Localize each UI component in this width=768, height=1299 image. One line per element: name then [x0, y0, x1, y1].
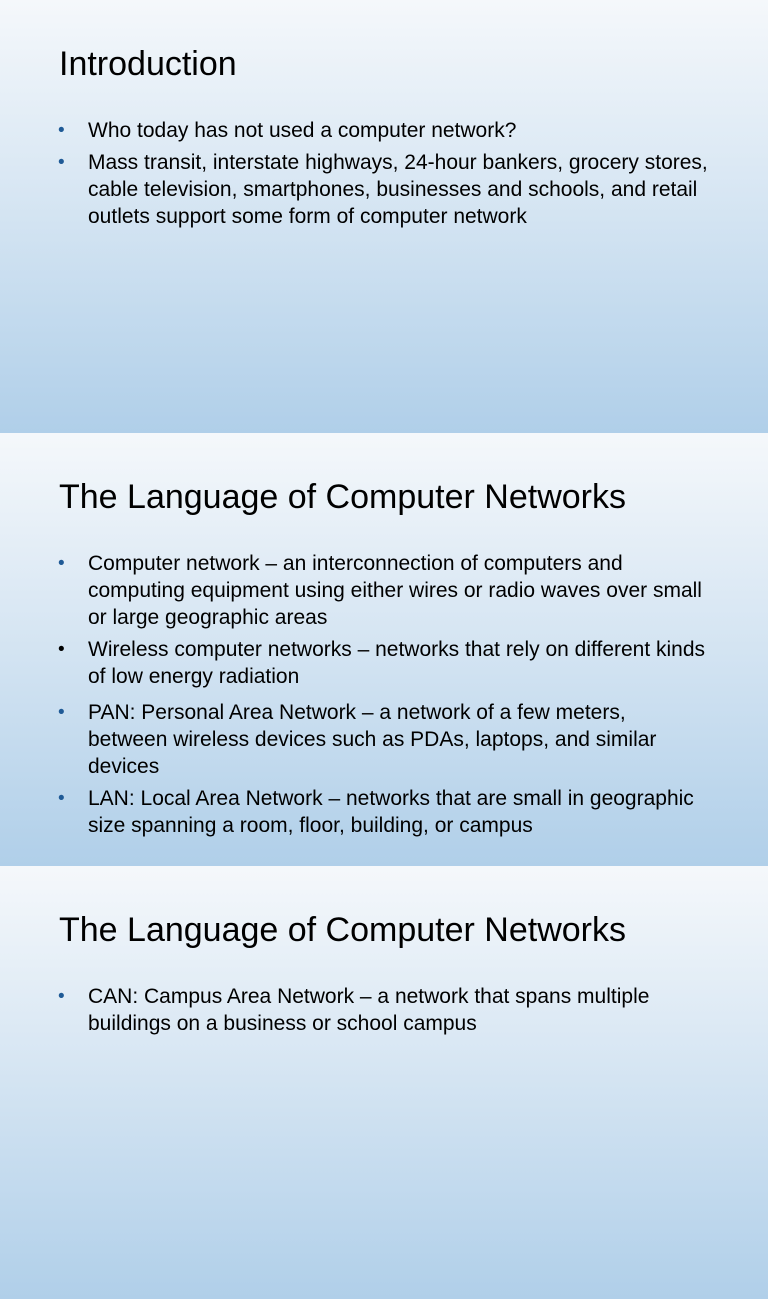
- slide-introduction: [0, 0, 768, 433]
- slide-title: The Language of Computer Networks: [59, 478, 626, 516]
- bullet-item: [59, 117, 709, 144]
- slide-title: The Language of Computer Networks: [59, 911, 626, 949]
- bullet-marker-icon: •: [58, 120, 65, 141]
- bullet-list: [59, 983, 709, 1042]
- bullet-marker-icon: •: [58, 639, 65, 660]
- bullet-text: PAN: Personal Area Network – a network of a few meters, between wireless devices such as PDAs, laptops, and similar devices: [88, 701, 657, 778]
- bullet-text: Mass transit, interstate highways, 24-hour bankers, grocery stores, cable television, smartphones, businesses and schools, and retail outlets support some form of computer network: [88, 151, 708, 228]
- bullet-text: CAN: Campus Area Network – a network that spans multiple buildings on a business or school campus: [88, 985, 650, 1035]
- bullet-item: [59, 149, 709, 230]
- bullet-item: [59, 785, 709, 839]
- bullet-marker-icon: •: [58, 788, 65, 809]
- bullet-marker-icon: •: [58, 986, 65, 1007]
- bullet-text: Computer network – an interconnection of computers and computing equipment using either wires or radio waves over small or large geographic areas: [88, 552, 702, 629]
- slide-language-of-networks-continued: [0, 866, 768, 1299]
- bullet-item: [59, 550, 709, 631]
- bullet-text: Wireless computer networks – networks that rely on different kinds of low energy radiation: [88, 638, 706, 688]
- bullet-text: LAN: Local Area Network – networks that are small in geographic size spanning a room, floor, building, or campus: [88, 787, 694, 837]
- bullet-text: Who today has not used a computer network?: [88, 119, 517, 142]
- slide-language-of-networks: [0, 433, 768, 866]
- bullet-item: [59, 983, 709, 1037]
- bullet-item: [59, 636, 709, 690]
- slide-title: Introduction: [59, 45, 237, 83]
- bullet-marker-icon: •: [58, 152, 65, 173]
- bullet-marker-icon: •: [58, 702, 65, 723]
- bullet-marker-icon: •: [58, 553, 65, 574]
- bullet-list: [59, 117, 709, 235]
- bullet-item: [59, 699, 709, 780]
- bullet-list: [59, 550, 709, 844]
